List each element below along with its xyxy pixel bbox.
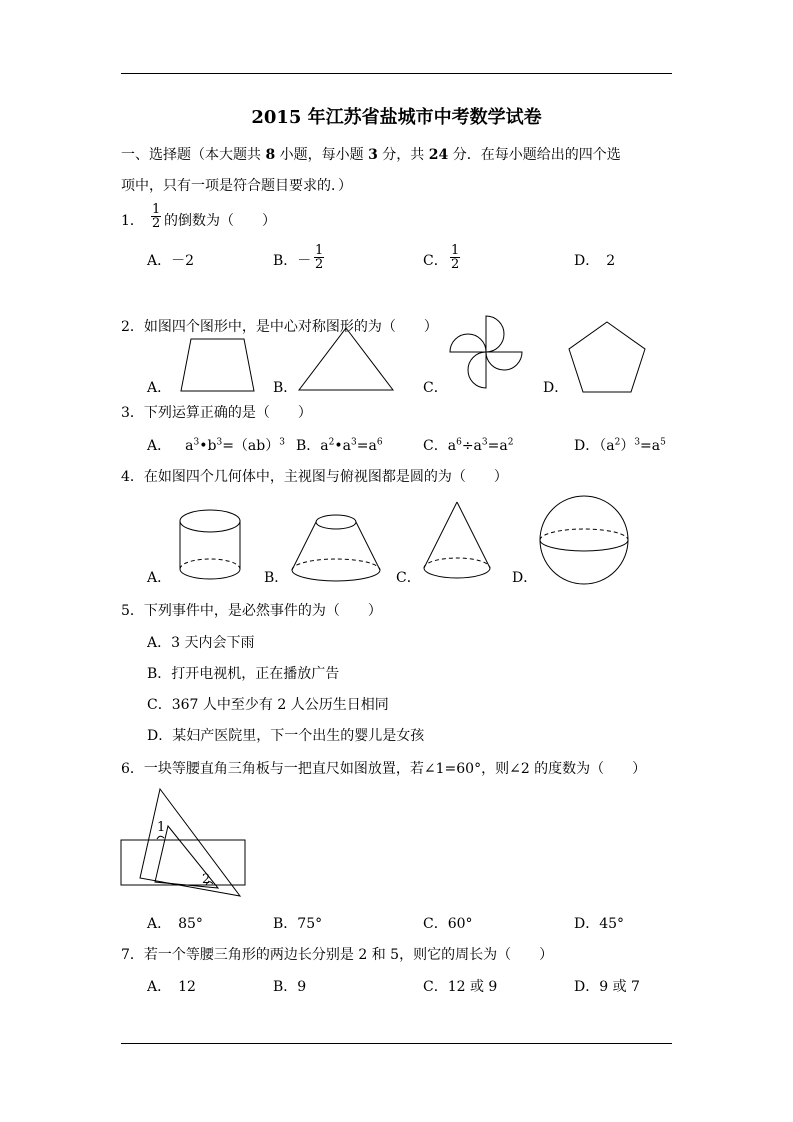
sphere-figure bbox=[538, 494, 630, 586]
q6-stem: 6．一块等腰直角三角板与一把直尺如图放置，若∠1=60°，则∠2 的度数为（ ） bbox=[121, 761, 647, 777]
q4-stem: 4．在如图四个几何体中，主视图与俯视图都是圆的为（ ） bbox=[121, 469, 508, 485]
q1-option-a: A．－2 bbox=[147, 253, 195, 269]
q2-option-a: A． bbox=[147, 380, 172, 396]
q6-option-b: B．75° bbox=[273, 916, 323, 932]
section-header-line1: 一、选择题（本大题共 8 小题，每小题 3 分，共 24 分．在每小题给出的四个选 bbox=[121, 147, 621, 163]
frustum-figure bbox=[288, 512, 384, 584]
q5-option-d: D．某妇产医院里，下一个出生的婴儿是女孩 bbox=[147, 728, 425, 744]
angle-1-label: 1 bbox=[157, 820, 166, 835]
q1-number: 1． bbox=[121, 213, 144, 229]
q2-option-c: C． bbox=[423, 380, 448, 396]
ruler-triangle-figure bbox=[118, 786, 250, 902]
q5-option-b: B．打开电视机，正在播放广告 bbox=[147, 666, 340, 682]
q7-option-b: B．9 bbox=[273, 979, 307, 995]
q3-option-d: D．$(a^2)^3=a^5$ bbox=[574, 437, 666, 454]
cylinder-figure bbox=[176, 507, 246, 583]
q3-option-a: A． $a^3•b^3=(ab)^3$ bbox=[147, 437, 285, 454]
cone-figure bbox=[420, 500, 494, 582]
q3-option-b: B．$a^2•a^3=a^6$ bbox=[296, 437, 383, 454]
q5-option-a: A．3 天内会下雨 bbox=[147, 635, 255, 651]
pinwheel-figure bbox=[448, 314, 524, 390]
page-title: 2015 年江苏省盐城市中考数学试卷 bbox=[251, 107, 542, 128]
q4-option-a: A． bbox=[147, 570, 172, 586]
q1-stem: 的倒数为（ ） bbox=[164, 213, 276, 229]
q7-stem: 7．若一个等腰三角形的两边长分别是 2 和 5，则它的周长为（ ） bbox=[121, 947, 554, 963]
bottom-rule bbox=[121, 1043, 672, 1044]
trapezoid-figure bbox=[178, 336, 258, 394]
q2-stem: 2．如图四个图形中，是中心对称图形的为（ ） bbox=[121, 319, 438, 335]
q7-option-d: D．9 或 7 bbox=[574, 979, 640, 995]
q6-option-a: A． 85° bbox=[147, 916, 203, 932]
angle-2-label: 2 bbox=[202, 872, 211, 887]
q2-option-d: D． bbox=[543, 380, 569, 396]
q6-option-d: D．45° bbox=[574, 916, 625, 932]
q2-option-b: B． bbox=[273, 380, 298, 396]
triangle-figure bbox=[296, 326, 396, 392]
q1-fraction: $\frac{1}{2}$ bbox=[152, 202, 161, 231]
q6-option-c: C．60° bbox=[423, 916, 473, 932]
q5-option-c: C．367 人中至少有 2 人公历生日相同 bbox=[147, 697, 389, 713]
q1-option-b: B．－ bbox=[273, 253, 312, 269]
q7-option-c: C．12 或 9 bbox=[423, 979, 498, 995]
q1-option-d: D． 2 bbox=[574, 253, 616, 269]
q4-option-c: C． bbox=[396, 570, 421, 586]
q3-option-c: C．$a^6\div a^3=a^2$ bbox=[423, 437, 514, 454]
top-rule bbox=[121, 73, 672, 74]
q7-option-a: A． 12 bbox=[147, 979, 196, 995]
q3-stem: 3．下列运算正确的是（ ） bbox=[121, 405, 312, 421]
q5-stem: 5．下列事件中，是必然事件的为（ ） bbox=[121, 603, 382, 619]
section-header-line2: 项中，只有一项是符合题目要求的．） bbox=[121, 178, 352, 194]
q4-option-b: B． bbox=[264, 570, 289, 586]
pentagon-figure bbox=[566, 320, 648, 394]
q1-option-c: C． bbox=[423, 253, 448, 269]
q4-option-d: D． bbox=[512, 570, 538, 586]
q1-option-b-fraction: $\frac{1}{2}$ bbox=[315, 243, 324, 272]
q1-option-c-fraction: $\frac{1}{2}$ bbox=[451, 243, 460, 272]
